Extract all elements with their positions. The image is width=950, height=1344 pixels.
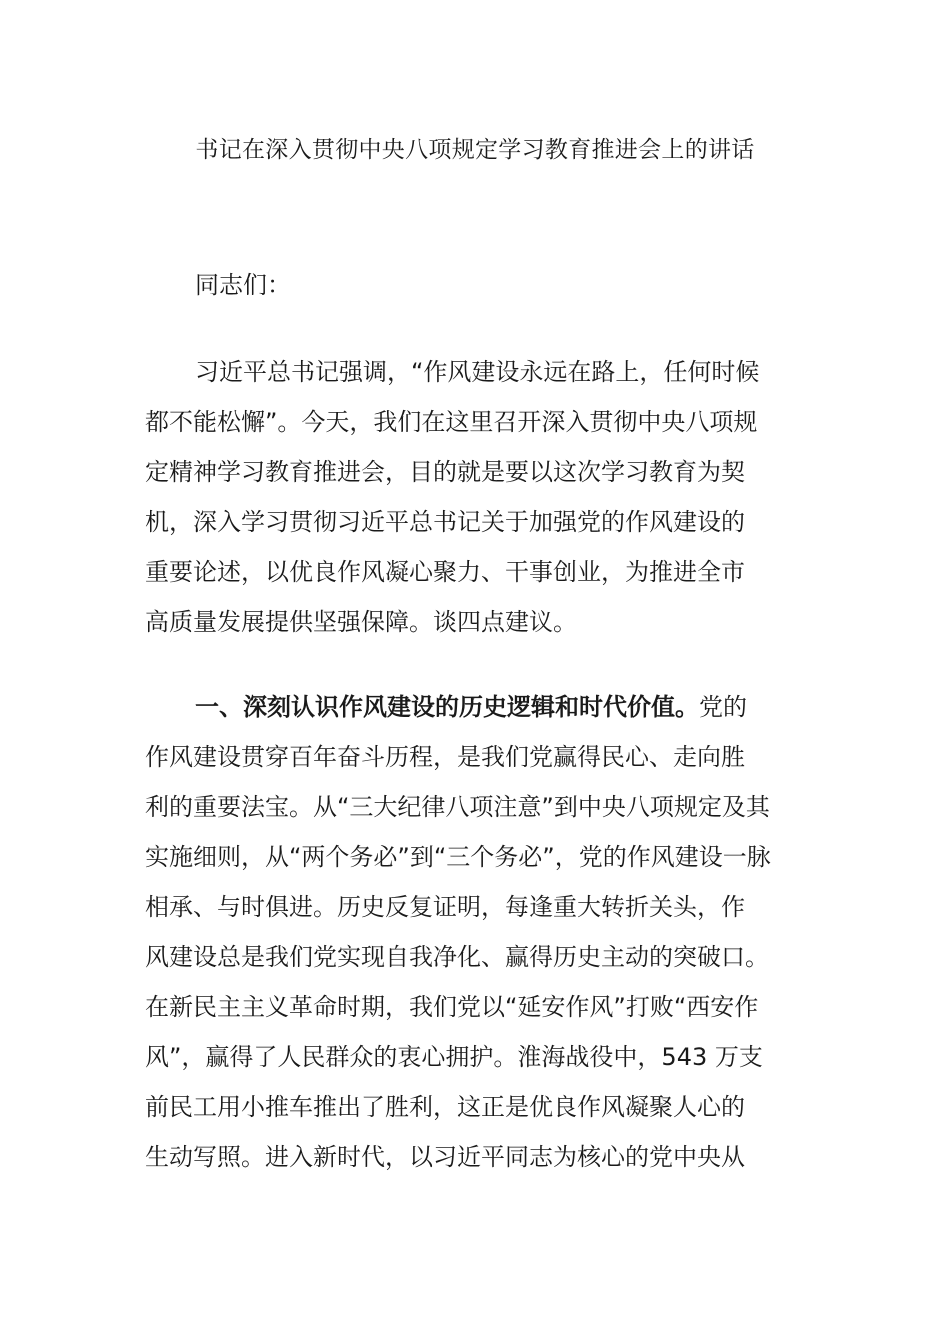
paragraph-1-line: 机，深入学习贯彻习近平总书记关于加强党的作风建设的 [145, 508, 745, 536]
section-heading: 一、深刻认识作风建设的历史逻辑和时代价值。 [195, 693, 699, 721]
paragraph-2-line: 作风建设贯穿百年奋斗历程，是我们党赢得民心、走向胜 [145, 743, 745, 771]
document-title: 书记在深入贯彻中央八项规定学习教育推进会上的讲话 [195, 137, 755, 163]
paragraph-2-line: 实施细则，从“两个务必”到“三个务必”，党的作风建设一脉 [145, 843, 771, 871]
paragraph-2-line: 在新民主主义革命时期，我们党以“延安作风”打败“西安作 [145, 993, 759, 1021]
paragraph-2-line: 前民工用小推车推出了胜利，这正是优良作风凝聚人心的 [145, 1093, 745, 1121]
paragraph-1-line: 习近平总书记强调，“作风建设永远在路上，任何时候 [195, 358, 760, 386]
salutation: 同志们： [195, 271, 291, 299]
paragraph-2-first-line [195, 690, 747, 724]
paragraph-2-line: 相承、与时俱进。历史反复证明，每逢重大转折关头，作 [145, 893, 745, 921]
paragraph-1-line: 重要论述，以优良作风凝心聚力、干事创业，为推进全市 [145, 558, 745, 586]
paragraph-1-line: 都不能松懈”。今天，我们在这里召开深入贯彻中央八项规 [145, 408, 758, 436]
paragraph-2-line: 利的重要法宝。从“三大纪律八项注意”到中央八项规定及其 [145, 793, 770, 821]
paragraph-2-line: 风建设总是我们党实现自我净化、赢得历史主动的突破口。 [145, 943, 769, 971]
paragraph-1-line: 高质量发展提供坚强保障。谈四点建议。 [145, 608, 577, 636]
paragraph-1-line: 定精神学习教育推进会，目的就是要以这次学习教育为契 [145, 458, 745, 486]
paragraph-2-first-line-rest: 党的 [699, 693, 747, 721]
paragraph-2-line: 风”，赢得了人民群众的衷心拥护。淮海战役中，543 万支 [145, 1043, 763, 1071]
paragraph-2-line: 生动写照。进入新时代，以习近平同志为核心的党中央从 [145, 1143, 745, 1171]
